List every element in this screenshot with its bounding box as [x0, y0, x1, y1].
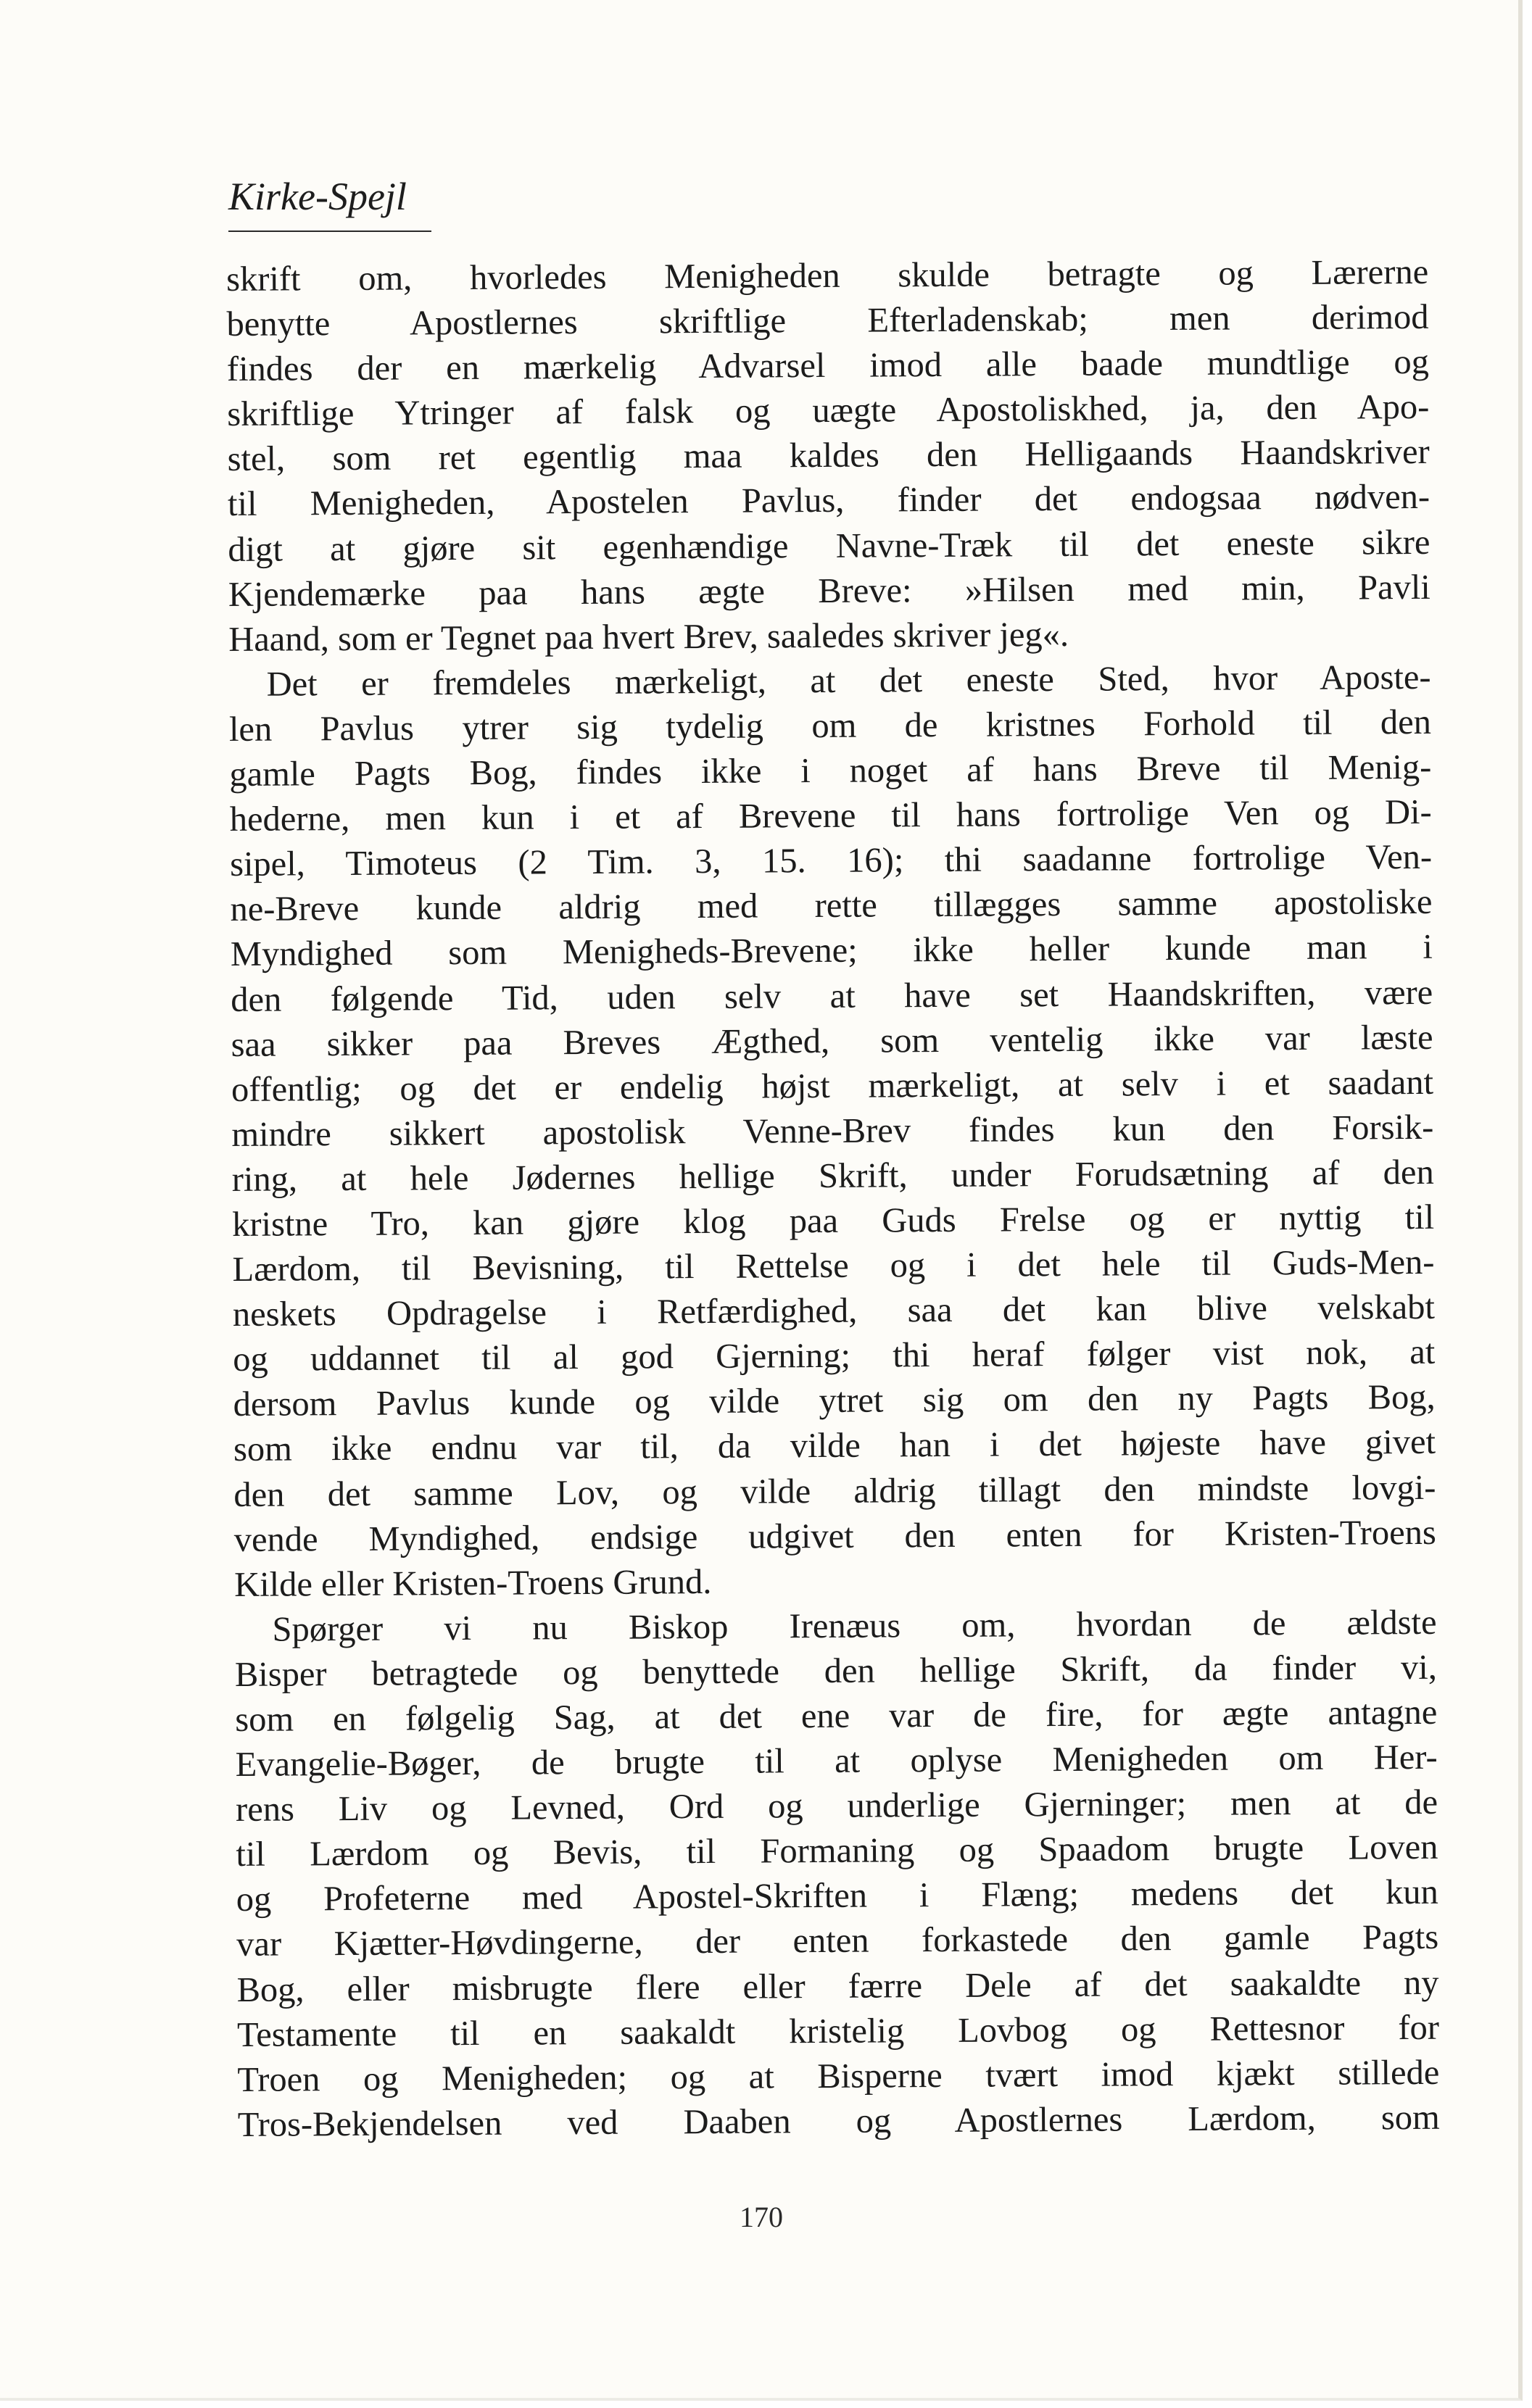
text-line: ne-Breve kunde aldrig med rette tillægges samme apostoliske [230, 883, 1433, 929]
text-line: Troen og Menigheden; og at Bisperne tvært imod kjækt stillede [237, 2053, 1440, 2099]
text-line: Bog, eller misbrugte flere eller færre Dele af det saakaldte ny [236, 1963, 1439, 2009]
text-line: til Menigheden, Apostelen Pavlus, finder det endogsaa nødven- [227, 478, 1430, 524]
text-line: Lærdom, til Bevisning, til Rettelse og i det hele til Guds-Men- [232, 1242, 1435, 1290]
text-line: ring, at hele Jødernes hellige Skrift, under Forudsætning af den [231, 1153, 1434, 1199]
text-line: findes der en mærkelig Advarsel imod alle baade mundtlige og [226, 343, 1430, 389]
text-line: som en følgelig Sag, at det ene var de fire, for ægte antagne [235, 1693, 1438, 1739]
text-line: Evangelie-Bøger, de brugte til at oplyse Menigheden om Her- [235, 1738, 1438, 1785]
text-line: skriftlige Ytringer af falsk og uægte Apostoliskhed, ja, den Apo- [227, 388, 1430, 434]
text-line: var Kjætter-Høvdingerne, der enten forkastede den gamle Pagts [236, 1918, 1439, 1964]
text-line: offentlig; og det er endelig højst mærkeligt, at selv i et saadant [231, 1063, 1434, 1109]
text-line: til Lærdom og Bevis, til Formaning og Spaadom brugte Loven [236, 1828, 1438, 1874]
text-line: Myndighed som Menigheds-Brevene; ikke heller kunde man i [230, 928, 1433, 974]
text-line: som ikke endnu var til, da vilde han i det højeste have givet [233, 1423, 1436, 1469]
text-line: Spørger vi nu Biskop Irenæus om, hvordan de ældste [272, 1603, 1437, 1649]
text-line: Tros-Bekjendelsen ved Daaben og Apostlernes Lærdom, som [237, 2098, 1440, 2144]
text-line: vende Myndighed, endsige udgivet den enten for Kristen-Troens [233, 1513, 1436, 1559]
text-line: Det er fremdeles mærkeligt, at det eneste Sted, hvor Aposte- [266, 657, 1431, 704]
text-line: kristne Tro, kan gjøre klog paa Guds Frelse og er nyttig til [231, 1197, 1435, 1244]
text-line: mindre sikkert apostolisk Venne-Brev findes kun den Forsik- [231, 1108, 1434, 1154]
text-line: stel, som ret egentlig maa kaldes den Helligaands Haandskriver [227, 433, 1430, 479]
text-line: neskets Opdragelse i Retfærdighed, saa det kan blive velskabt [232, 1288, 1436, 1334]
text-line: dersom Pavlus kunde og vilde ytret sig om den ny Pagts Bog, [233, 1378, 1436, 1424]
running-header: Kirke-Spejl [228, 175, 407, 218]
text-line: len Pavlus ytrer sig tydelig om de kristnes Forhold til den [228, 702, 1432, 749]
text-line: Testamente til en saakaldt kristelig Lovbog og Rettesnor for [236, 2008, 1440, 2054]
text-line: gamle Pagts Bog, findes ikke i noget af hans Breve til Menig- [229, 747, 1432, 794]
page-number: 170 [740, 2201, 783, 2233]
header-rule [228, 231, 431, 232]
text-line: Bisper betragtede og benyttede den hellige Skrift, da finder vi, [234, 1648, 1438, 1694]
text-line: den følgende Tid, uden selv at have set Haandskriften, være [231, 973, 1433, 1019]
text-line: sipel, Timoteus (2 Tim. 3, 15. 16); thi saadanne fortrolige Ven- [229, 838, 1433, 884]
text-line: saa sikker paa Breves Ægthed, som ventelig ikke var læste [231, 1018, 1433, 1064]
text-line: benytte Apostlernes skriftlige Efterladenskab; men derimod [226, 297, 1429, 344]
text-line: den det samme Lov, og vilde aldrig tillagt den mindste lovgi- [233, 1468, 1436, 1514]
text-line: og Profeterne med Apostel-Skriften i Flæng; medens det kun [236, 1873, 1438, 1919]
text-line: hederne, men kun i et af Brevene til hans fortrolige Ven og Di- [229, 792, 1432, 839]
text-line: og uddannet til al god Gjerning; thi heraf følger vist nok, at [233, 1333, 1436, 1379]
text-line: skrift om, hvorledes Menigheden skulde betragte og Lærerne [226, 252, 1429, 299]
text-line: Haand, som er Tegnet paa hvert Brev, saaledes skriver jeg«. [228, 615, 1069, 659]
body-text [226, 250, 1440, 2148]
text-line: Kjendemærke paa hans ægte Breve: »Hilsen med min, Pavli [228, 568, 1430, 614]
text-line: digt at gjøre sit egenhændige Navne-Træk til det eneste sikre [228, 523, 1430, 569]
text-line: rens Liv og Levned, Ord og underlige Gjerninger; men at de [235, 1783, 1438, 1830]
text-line: Kilde eller Kristen-Troens Grund. [234, 1562, 712, 1604]
